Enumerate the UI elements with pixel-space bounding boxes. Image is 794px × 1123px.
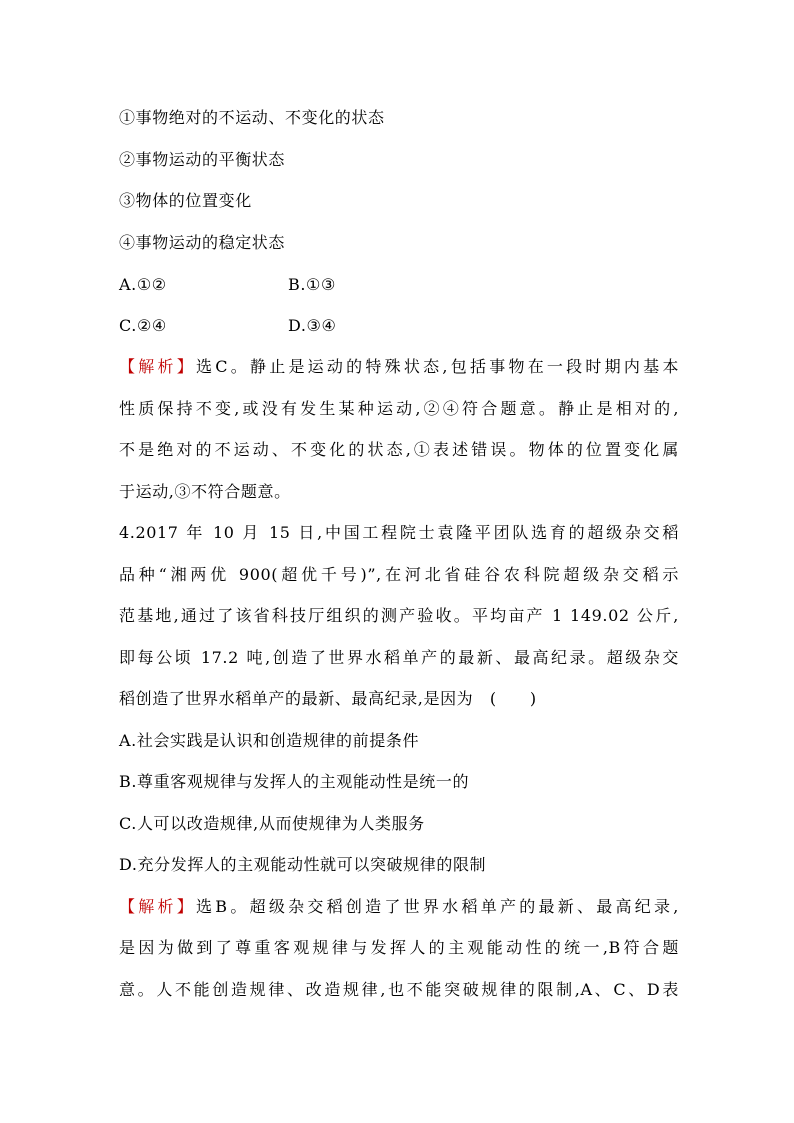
- q4-stem-line-2: 品种“湘两优 900(超优千号)”,在河北省硅谷农科院超级杂交稻示: [119, 565, 679, 584]
- q4-option-a: A.社会实践是认识和创造规律的前提条件: [119, 731, 420, 750]
- q4-stem-line-5: 稻创造了世界水稻单产的最新、最高纪录,是因为 ( ): [119, 689, 537, 708]
- q3-options-row-1: [119, 275, 679, 295]
- q3-options-row-2: [119, 316, 679, 336]
- q3-analysis-line-2: 性质保持不变,或没有发生某种运动,②④符合题意。静止是相对的,: [119, 399, 679, 418]
- q3-analysis-line-1: [119, 357, 679, 377]
- q3-option-b: B.①③: [288, 275, 336, 294]
- q4-analysis-line-2: 是因为做到了尊重客观规律与发挥人的主观能动性的统一,B符合题: [119, 938, 679, 957]
- q4-analysis-line-1: [119, 897, 679, 917]
- q3-option-c: C.②④: [119, 316, 167, 335]
- q3-item-3: ③物体的位置变化: [119, 191, 252, 210]
- q3-analysis-line-4: 于运动,③不符合题意。: [119, 482, 291, 501]
- q4-option-b: B.尊重客观规律与发挥人的主观能动性是统一的: [119, 772, 470, 791]
- q3-analysis-text-1: 选C。静止是运动的特殊状态,包括事物在一段时期内基本: [195, 357, 679, 376]
- q3-item-2: ②事物运动的平衡状态: [119, 150, 286, 169]
- q3-item-1: ①事物绝对的不运动、不变化的状态: [119, 108, 385, 127]
- q4-stem-line-4: 即每公顷 17.2 吨,创造了世界水稻单产的最新、最高纪录。超级杂交: [119, 648, 679, 667]
- q3-item-4: ④事物运动的稳定状态: [119, 233, 286, 252]
- q4-analysis-tag: 【解析】: [119, 897, 197, 916]
- q4-stem-line-3: 范基地,通过了该省科技厅组织的测产验收。平均亩产 1 149.02 公斤,: [119, 606, 679, 625]
- q4-analysis-line-3: 意。人不能创造规律、改造规律,也不能突破规律的限制,A、C、D表: [119, 980, 679, 999]
- q4-analysis-text-1: 选B。超级杂交稻创造了世界水稻单产的最新、最高纪录,: [196, 897, 679, 916]
- q3-analysis-tag: 【解析】: [119, 357, 196, 376]
- q3-analysis-line-3: 不是绝对的不运动、不变化的状态,①表述错误。物体的位置变化属: [119, 440, 679, 459]
- q3-option-a: A.①②: [119, 275, 167, 294]
- q4-option-d: D.充分发挥人的主观能动性就可以突破规律的限制: [119, 855, 487, 874]
- q3-option-d: D.③④: [288, 316, 337, 335]
- q4-option-c: C.人可以改造规律,从而使规律为人类服务: [119, 814, 425, 833]
- q4-stem-line-1: 4.2017 年 10 月 15 日,中国工程院士袁隆平团队选育的超级杂交稻: [119, 523, 679, 542]
